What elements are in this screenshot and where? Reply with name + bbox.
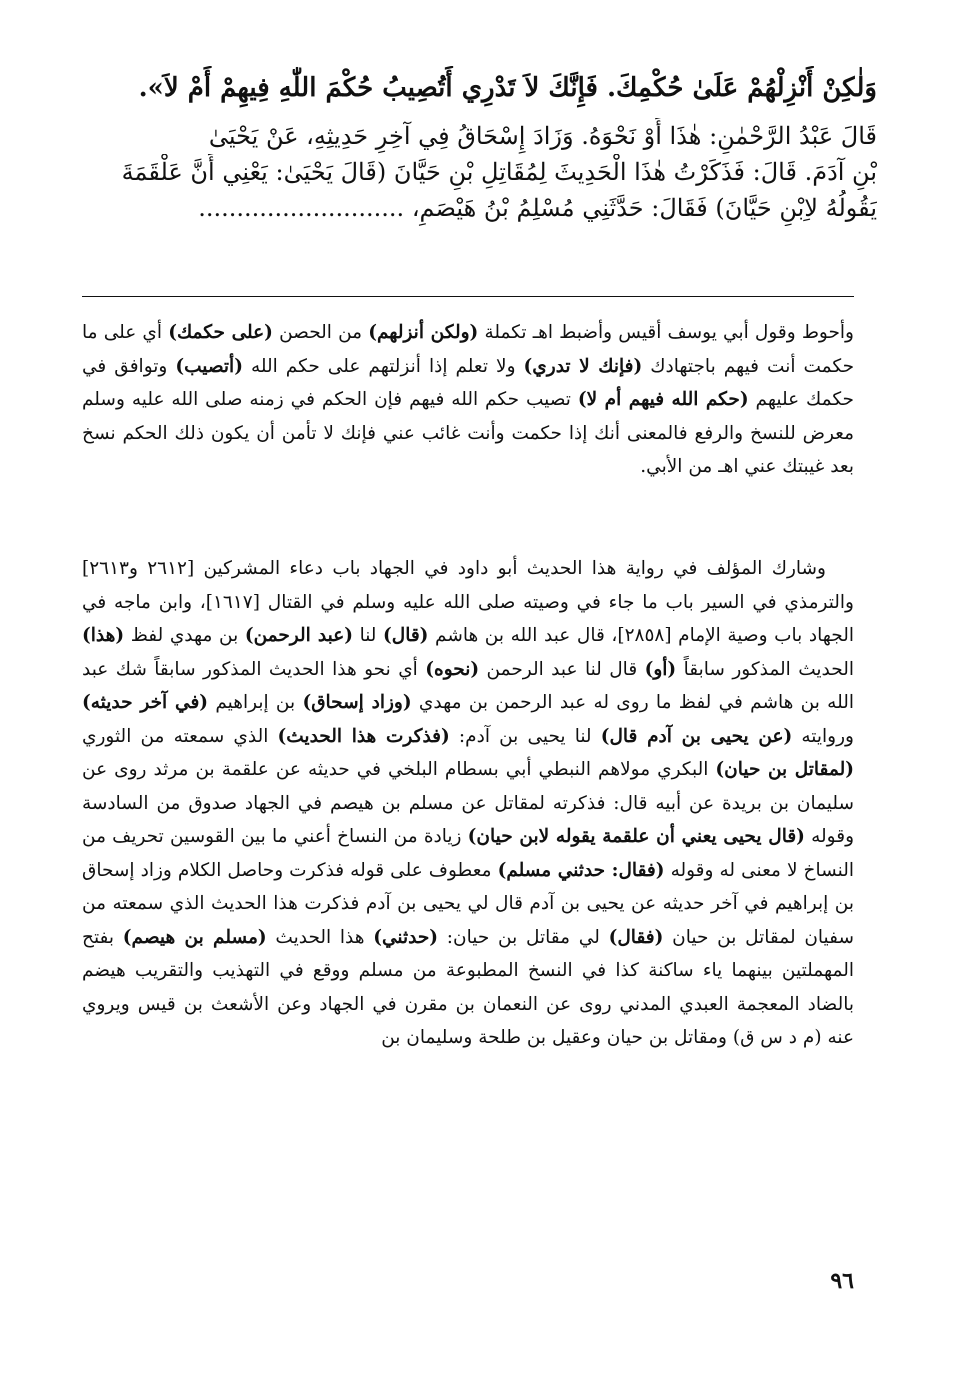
text-span: هذا الحديث bbox=[266, 926, 374, 948]
bold-term: (مسلم بن هيصم) bbox=[122, 926, 267, 948]
text-span: بن إبراهيم bbox=[208, 692, 303, 713]
bold-term: (نحوه) bbox=[425, 658, 480, 680]
hadith-line-2: قَالَ عَبْدُ الرَّحْمٰنِ: هٰذَا أَوْ نَحْوَهُ. وَزَادَ إِسْحَاقُ فِي آخِرِ حَدِيثِهِ، عَنْ يَحْيَىٰ bbox=[208, 122, 877, 150]
bold-term: (عن يحيى بن آدم قال) bbox=[600, 725, 793, 747]
page-number: ٩٦ bbox=[830, 1268, 854, 1294]
text-span: من الحصن bbox=[272, 322, 369, 343]
text-span: بن مهدي لفظ bbox=[124, 625, 245, 646]
text-span: وتوافق في حكمك عليهم bbox=[82, 355, 854, 410]
bold-term: (فقال) bbox=[608, 926, 664, 948]
text-span: أي على ما حكمت أنت فيهم باجتهادك bbox=[82, 322, 855, 377]
hadith-line-4: يَقُولُهُ لاِبْنِ حَيَّانَ) فَقَالَ: حَدَّثَنِي مُسْلِمُ بْنُ هَيْصَمٍ، ........................... bbox=[198, 194, 877, 222]
text-span: بفتح المهملتين بينهما ياء ساكنة كذا في النسخ المطبوعة من مسلم ووقع في التهذيب والتقريب هيضم بالضاد المعجمة العبدي المدني روى عن النعمان بن مقرن في الجهاد وعن الأشعث بن قيس ويروي عنه (م د س ق) ومقاتل بن حيان وعقيل بن طلحة وسليمان بن bbox=[82, 926, 854, 1048]
text-span: الذي سمعته من الثوري bbox=[82, 725, 278, 747]
bold-term: (في آخر حديثه) bbox=[82, 692, 209, 713]
bold-term: (على حكمك) bbox=[168, 322, 273, 343]
bold-term: (قال) bbox=[383, 625, 429, 646]
bold-term: (حكم الله فيهم أم لا) bbox=[577, 389, 749, 410]
text-span: لنا bbox=[353, 625, 383, 646]
bold-term: (أو) bbox=[644, 658, 677, 680]
page-content bbox=[82, 66, 877, 1294]
bold-term: (فإنك لا تدري) bbox=[523, 355, 643, 377]
text-span: وأحوط وقول أبي يوسف أقيس وأضبط اهـ تكملة bbox=[478, 322, 854, 343]
text-span: أي نحو هذا الحديث المذكور سابقاً شك عبد الله بن هاشم في لفظ ما روى له عبد الرحمن بن مهدي bbox=[82, 658, 854, 713]
text-span: لي مقاتل بن حيان: bbox=[438, 926, 609, 948]
commentary-paragraph-1 bbox=[82, 316, 854, 484]
bold-term: (عبد الرحمن) bbox=[244, 625, 353, 646]
text-span: قال لنا عبد الرحمن bbox=[479, 658, 645, 680]
text-span: وشارك المؤلف في رواية هذا الحديث أبو داود في الجهاد باب دعاء المشركين [٢٦١٢ و٢٦١٣] والترمذي في السير باب ما جاء في وصيته صلى الله عليه وسلم في القتال [١٦١٧]، وابن ماجه في الجهاد باب وصية الإمام [٢٨٥٨]، قال عبد الله بن هاشم bbox=[82, 558, 854, 646]
footnote-divider bbox=[82, 296, 854, 297]
bold-term: (قال يحيى يعني أن علقمة يقوله لابن حيان) bbox=[467, 826, 805, 847]
bold-term: (ولكن أنزلهم) bbox=[368, 322, 479, 343]
bold-term: (هذا) bbox=[82, 625, 125, 646]
commentary-paragraph-2 bbox=[82, 552, 854, 1055]
text-span: وروايته bbox=[792, 725, 854, 747]
hadith-line-1: وَلٰكِنْ أَنْزِلْهُمْ عَلَىٰ حُكْمِكَ. فَإِنَّكَ لاَ تَدْرِي أَتُصِيبُ حُكْمَ اللّٰهِ فِيهِمْ أَمْ لاَ». bbox=[138, 73, 877, 103]
text-span: البكري مولاهم النبطي أبي بسطام البلخي في حديثه عن علقمة بن مرثد روى عن سليمان بن بريدة عن أبيه قال: فذكرته لمقاتل عن مسلم بن هيصم في الجهاد صدوق من السادسة وقوله bbox=[82, 759, 855, 847]
hadith-line-3: بْنِ آدَمَ. قَالَ: فَذَكَرْتُ هٰذَا الْحَدِيثَ لِمُقَاتِلِ بْنِ حَيَّانَ (قَالَ يَحْيَىٰ: يَعْنِي أَنَّ عَلْقَمَةَ bbox=[121, 158, 877, 186]
text-span: لنا يحيى بن آدم: bbox=[449, 725, 601, 747]
text-span: تصيب حكم الله فيهم فإن الحكم في زمنه صلى الله عليه وسلم معرض للنسخ والرفع فالمعنى أنك إذا حكمت وأنت غائب عني فإنك لا تأمن أن يكون ذلك الحكم نسخ بعد غيبتك عني اهـ من الأبي. bbox=[82, 389, 854, 477]
text-span: الحديث المذكور سابقاً bbox=[676, 658, 854, 680]
bold-term: (فقال: حدثني مسلم) bbox=[497, 859, 665, 881]
bold-term: (حدثني) bbox=[373, 926, 439, 948]
text-span: زيادة من النساخ أعني ما بين القوسين تحريف من النساخ لا معنى له وقوله bbox=[82, 826, 854, 881]
bold-term: (فذكرت هذا الحديث) bbox=[277, 725, 450, 747]
bold-term: (وزاد إسحاق) bbox=[302, 692, 412, 713]
bold-term: (لمقاتل بن حيان) bbox=[715, 759, 854, 780]
text-span: معطوف على قوله فذكرت وحاصل الكلام وزاد إسحاق بن إبراهيم في آخر حديثه عن يحيى بن آدم قال لي يحيى بن آدم فذكرت هذا الحديث الذي سمعته من سفيان لمقاتل بن حيان bbox=[82, 859, 854, 948]
text-span: ولا تعلم إذا أنزلتهم على حكم الله bbox=[242, 355, 524, 377]
bold-term: (أتصيب) bbox=[175, 355, 243, 377]
